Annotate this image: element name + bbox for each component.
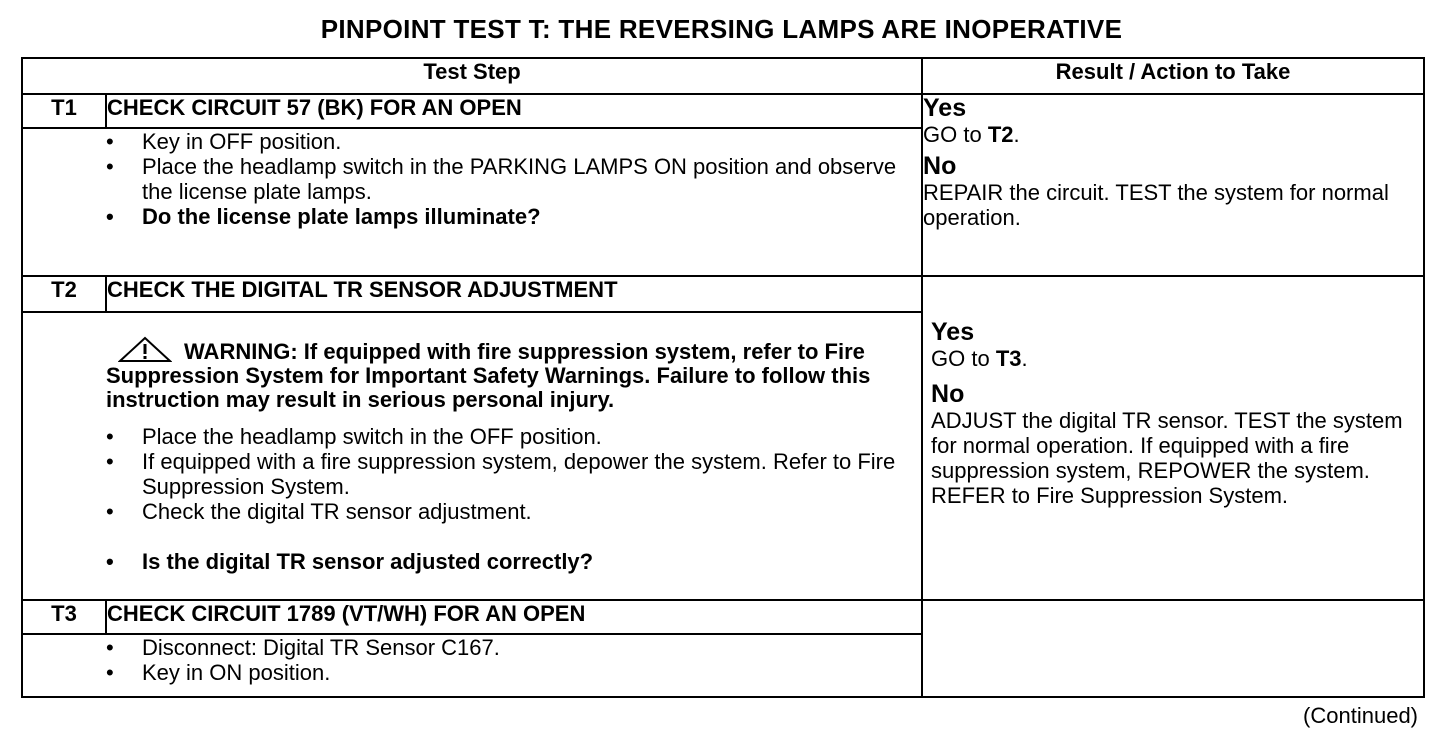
step-heading-t2: CHECK THE DIGITAL TR SENSOR ADJUSTMENT: [106, 276, 922, 312]
goto-target: T2: [987, 122, 1014, 147]
header-result: Result / Action to Take: [922, 58, 1424, 94]
warning-text: WARNING: If equipped with fire suppression system, refer to Fire Suppression System for Important Safety Warnings. Failure to follow this instruction may result in serious personal injury.: [106, 335, 921, 412]
step-heading-t3: CHECK CIRCUIT 1789 (VT/WH) FOR AN OPEN: [106, 600, 922, 634]
list-item: • Disconnect: Digital TR Sensor C167.: [106, 635, 500, 660]
list-item: • Key in OFF position.: [106, 129, 342, 154]
step-title-row-t3: [22, 600, 1424, 634]
continued-label: (Continued): [1303, 703, 1418, 728]
list-item: • Place the headlamp switch in the OFF position.: [106, 424, 602, 449]
yes-label: Yes: [923, 94, 967, 122]
no-label: No: [923, 152, 957, 180]
no-block-t2: [931, 381, 1423, 508]
step-body-t1: [106, 128, 922, 276]
no-label: No: [931, 380, 965, 408]
result-cell-t1: [922, 94, 1424, 276]
list-item: • Check the digital TR sensor adjustment.: [106, 499, 532, 524]
bullet-list-t1: [106, 129, 921, 229]
step-id-t1: T1: [22, 94, 106, 128]
result-cell-t3: [922, 600, 1424, 697]
warning-triangle-icon: [118, 335, 172, 363]
result-cell-t2: [922, 276, 1424, 600]
no-action: REPAIR the circuit. TEST the system for normal operation.: [923, 180, 1389, 230]
bullet-list-t2: [106, 424, 921, 574]
step-question-t2: • Is the digital TR sensor adjusted correctly?: [106, 549, 594, 574]
pinpoint-test-table: [21, 57, 1425, 698]
step-heading-t1: CHECK CIRCUIT 57 (BK) FOR AN OPEN: [106, 94, 922, 128]
yes-block-t1: [923, 95, 1423, 147]
no-block-t1: [923, 153, 1423, 230]
list-item: • If equipped with a fire suppression system, depower the system. Refer to Fire Suppression System.: [106, 449, 896, 499]
page-title: PINPOINT TEST T: THE REVERSING LAMPS ARE INOPERATIVE: [320, 14, 1123, 44]
step-body-t2: [106, 312, 922, 600]
step-title-row-t2: [22, 276, 1424, 312]
step-id-t2: T2: [22, 276, 106, 312]
table-header-row: [22, 58, 1424, 94]
yes-block-t2: [931, 319, 1423, 371]
goto-target: T3: [995, 346, 1022, 371]
yes-label: Yes: [931, 318, 975, 346]
step-id-t3: T3: [22, 600, 106, 634]
no-action: ADJUST the digital TR sensor. TEST the system for normal operation. If equipped with a fire suppression system, REPOWER the system. REFER to Fire Suppression System.: [931, 408, 1403, 508]
yes-action: GO to T3.: [931, 346, 1028, 371]
step-body-t3: [106, 634, 922, 697]
list-item: • Key in ON position.: [106, 660, 331, 685]
bullet-list-t3: [106, 635, 921, 685]
step-question-t1: • Do the license plate lamps illuminate?: [106, 204, 541, 229]
list-item: • Place the headlamp switch in the PARKING LAMPS ON position and observe the license plate lamps.: [106, 154, 897, 204]
header-test-step: Test Step: [22, 58, 922, 94]
yes-action: GO to T2.: [923, 122, 1020, 147]
step-title-row-t1: [22, 94, 1424, 128]
